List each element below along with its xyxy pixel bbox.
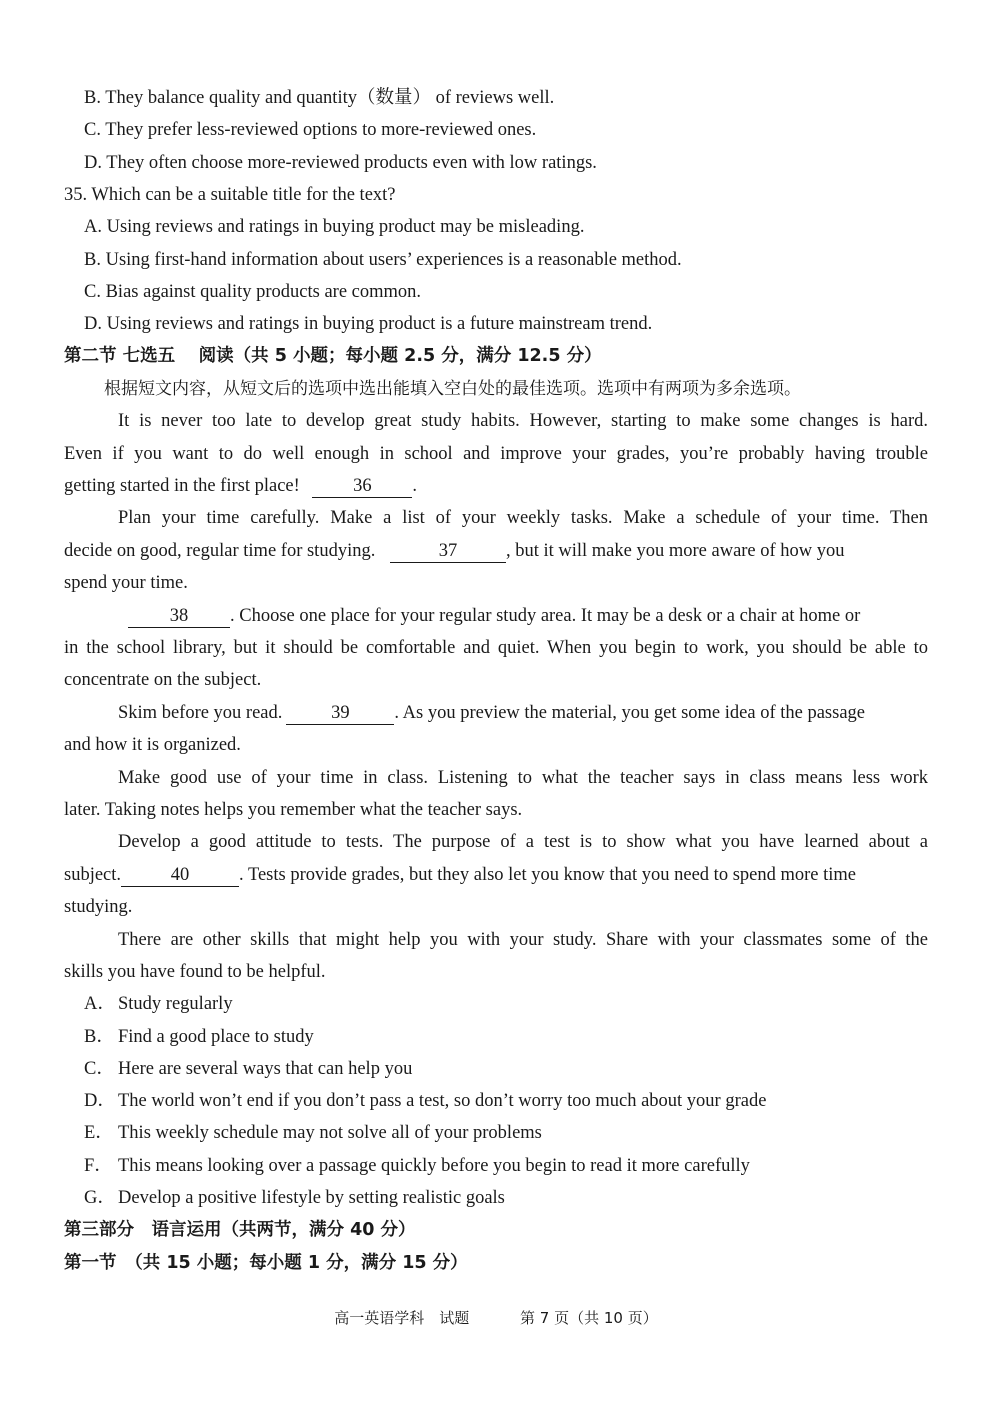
- passage-p7-line2: skills you have found to be helpful.: [64, 962, 326, 982]
- choice-d: [84, 1085, 766, 1117]
- passage-p4-line2: and how it is organized.: [64, 735, 241, 755]
- choice-text: Here are several ways that can help you: [118, 1059, 413, 1079]
- choice-letter: D．: [84, 1091, 116, 1111]
- choice-g: [84, 1182, 505, 1214]
- passage-text: Skim before you read.: [118, 703, 283, 723]
- choice-letter: B．: [84, 1027, 115, 1047]
- passage-text: . Tests provide grades, but they also let you know that you need to spend more time: [239, 865, 856, 885]
- choice-letter: A．: [84, 994, 116, 1014]
- choice-text: Develop a positive lifestyle by setting realistic goals: [118, 1188, 505, 1208]
- section2-heading: 第二节 七选五 阅读（共 5 小题；每小题 2.5 分，满分 12.5 分）: [64, 346, 602, 366]
- choice-letter: E．: [84, 1123, 114, 1143]
- q35-stem: 35. Which can be a suitable title for the text?: [64, 185, 396, 205]
- q34-option-d: D. They often choose more-reviewed products even with low ratings.: [84, 153, 597, 173]
- choice-letter: G．: [84, 1188, 116, 1208]
- passage-p1-line3: getting started in the first place! 36 .: [64, 476, 418, 496]
- q34-option-c: C. They prefer less-reviewed options to more-reviewed ones.: [84, 120, 537, 140]
- passage-p6-line2: [64, 859, 856, 891]
- passage-p3-line2: in the school library, but it should be comfortable and quiet. When you begin to work, you should be able to: [64, 638, 928, 658]
- passage-p5-line1: Make good use of your time in class. Listening to what the teacher says in class means less work: [118, 768, 928, 788]
- footer-page-number: 第 7 页（共 10 页）: [520, 1309, 658, 1327]
- passage-p6-line1: Develop a good attitude to tests. The purpose of a test is to show what you have learned about a: [118, 832, 928, 852]
- passage-p1-line1: It is never too late to develop great study habits. However, starting to make some changes is hard.: [118, 411, 928, 431]
- passage-text: . As you preview the material, you get some idea of the passage: [394, 703, 865, 723]
- blank-37[interactable]: 37: [390, 540, 506, 563]
- choice-text: This means looking over a passage quickly before you begin to read it more carefully: [118, 1156, 750, 1176]
- part3-section1-heading: 第一节 （共 15 小题；每小题 1 分，满分 15 分）: [64, 1253, 468, 1273]
- passage-text: subject.: [64, 865, 122, 885]
- passage-text: , but it will make you more aware of how you: [505, 541, 845, 561]
- q35-option-a: A. Using reviews and ratings in buying product may be misleading.: [84, 217, 585, 237]
- q35-option-c: C. Bias against quality products are common.: [84, 282, 422, 302]
- blank-40[interactable]: 40: [121, 864, 239, 887]
- choice-b: [84, 1021, 314, 1053]
- passage-p2-line2: [64, 535, 928, 567]
- choice-letter: F．: [84, 1156, 113, 1176]
- choice-text: The world won’t end if you don’t pass a test, so don’t worry too much about your grade: [118, 1091, 767, 1111]
- q35-option-d: D. Using reviews and ratings in buying product is a future mainstream trend.: [84, 314, 653, 334]
- passage-p7-line1: There are other skills that might help you with your study. Share with your classmates some of the: [118, 930, 928, 950]
- choice-letter: C．: [84, 1059, 115, 1079]
- passage-p2-line1: Plan your time carefully. Make a list of your weekly tasks. Make a schedule of your time. Then: [118, 508, 928, 528]
- q35-option-b: B. Using first-hand information about users’ experiences is a reasonable method.: [84, 250, 682, 270]
- passage-p6-line3: studying.: [64, 897, 133, 917]
- passage-p3-line3: concentrate on the subject.: [64, 670, 262, 690]
- passage-p5-line2: later. Taking notes helps you remember what the teacher says.: [64, 800, 523, 820]
- choice-text: Find a good place to study: [118, 1027, 314, 1047]
- passage-p4-line1: [118, 697, 865, 729]
- passage-p2-line3: spend your time.: [64, 573, 188, 593]
- section2-instruction: 根据短文内容，从短文后的选项中选出能填入空白处的最佳选项。选项中有两项为多余选项。: [104, 379, 801, 399]
- blank-36[interactable]: 36: [312, 475, 412, 498]
- blank-38[interactable]: 38: [128, 605, 230, 628]
- choice-a: [84, 988, 233, 1020]
- choice-c: [84, 1053, 412, 1085]
- page-footer: [0, 1306, 992, 1330]
- passage-text: decide on good, regular time for studying.: [64, 541, 376, 561]
- choice-text: Study regularly: [118, 994, 233, 1014]
- passage-text: getting started in the first place!: [64, 476, 300, 496]
- passage-p3-line1: [128, 600, 860, 632]
- part3-heading: 第三部分 语言运用（共两节，满分 40 分）: [64, 1220, 416, 1240]
- q34-option-b: B. They balance quality and quantity（数量） of reviews well.: [84, 88, 555, 108]
- choice-text: This weekly schedule may not solve all of your problems: [118, 1123, 542, 1143]
- passage-text: . Choose one place for your regular study area. It may be a desk or a chair at home or: [230, 606, 861, 626]
- choice-f: [84, 1150, 750, 1182]
- passage-p1-line2: Even if you want to do well enough in school and improve your grades, you’re probably having trouble: [64, 444, 928, 464]
- blank-39[interactable]: 39: [286, 702, 394, 725]
- footer-subject: 高一英语学科 试题: [334, 1309, 470, 1327]
- choice-e: [84, 1117, 542, 1149]
